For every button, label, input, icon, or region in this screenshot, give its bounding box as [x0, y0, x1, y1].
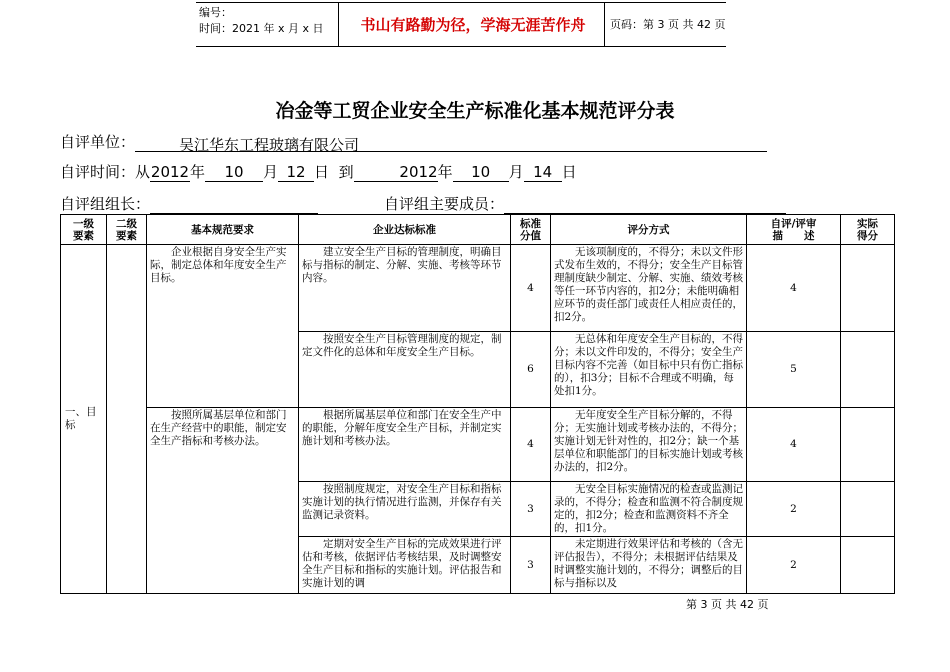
- table-row: [61, 408, 895, 482]
- standard-cell: 建立安全生产目标的管理制度，明确目标与指标的制定、分解、实施、考核等环节内容。: [299, 245, 511, 332]
- actual-score-cell[interactable]: [841, 245, 895, 332]
- self-eval-cell: 5: [747, 332, 841, 408]
- header-page: 页码：第 3 页 共 42 页: [610, 18, 726, 31]
- col-header-method: 评分方式: [551, 215, 747, 245]
- start-day: 12: [278, 163, 314, 182]
- month-char: 月: [508, 163, 524, 181]
- requirement-cell: 企业根据自身安全生产实际，制定总体和年度安全生产目标。: [147, 245, 299, 408]
- header-motto: 书山有路勤为径，学海无涯苦作舟: [360, 15, 586, 34]
- method-cell: 无总体和年度安全生产目标的，不得分；未以文件印发的，不得分；安全生产目标内容不完善（如目标中只有伤亡指标的），扣3分；目标不合理或不明确，每处扣1分。: [551, 332, 747, 408]
- leader-line: [60, 193, 318, 214]
- method-cell: 无该项制度的，不得分；未以文件形式发布生效的，不得分；安全生产目标管理制度缺少制定、分解、实施、绩效考核等任一环节内容的，扣2分；未能明确相应环节的责任部门或责任人相应责任的，扣2分。: [551, 245, 747, 332]
- col-header-self-eval: 自评/评审 描 述: [747, 215, 841, 245]
- method-cell: 无年度安全生产目标分解的，不得分；无实施计划或考核办法的，不得分；实施计划无针对性的，扣2分；缺一个基层单位和职能部门的目标实施计划或考核办法的，扣2分。: [551, 408, 747, 482]
- self-eval-cell: 2: [747, 537, 841, 594]
- actual-score-cell[interactable]: [841, 537, 895, 594]
- table-header-row: [61, 215, 895, 245]
- members-value[interactable]: [504, 195, 786, 214]
- page-footer: 第 3 页 共 42 页: [686, 598, 769, 611]
- header-number: 编号：: [199, 6, 232, 19]
- self-eval-cell: 4: [747, 408, 841, 482]
- actual-score-cell[interactable]: [841, 332, 895, 408]
- members-label: 自评组主要成员：: [384, 195, 505, 213]
- col-header-actual: 实际 得分: [841, 215, 895, 245]
- unit-line: [60, 131, 767, 152]
- col-header-level2: 二级 要素: [107, 215, 147, 245]
- score-cell: 4: [511, 408, 551, 482]
- month-char: 月: [263, 163, 279, 181]
- score-table: [60, 214, 895, 594]
- leader-value[interactable]: [150, 195, 318, 214]
- requirement-cell: 按照所属基层单位和部门在生产经营中的职能，制定安全生产指标和考核办法。: [147, 408, 299, 594]
- end-year: 2012: [354, 163, 438, 182]
- standard-cell: 定期对安全生产目标的完成效果进行评估和考核，依据评估考核结果，及时调整安全生产目标和指标的实施计划。评估报告和实施计划的调: [299, 537, 511, 594]
- table-row: [61, 245, 895, 332]
- start-month: 10: [205, 163, 263, 182]
- actual-score-cell[interactable]: [841, 408, 895, 482]
- header-bottom-rule: [196, 46, 726, 47]
- end-month: 10: [453, 163, 509, 182]
- year-char: 年: [190, 163, 206, 181]
- method-cell: 无安全目标实施情况的检查或监测记录的，不得分；检查和监测不符合制度规定的，扣2分；检查和监测资料不齐全的，扣1分。: [551, 482, 747, 537]
- time-label: 自评时间：从: [60, 163, 151, 181]
- score-cell: 6: [511, 332, 551, 408]
- level1-cell: 一、目标: [61, 245, 107, 594]
- leader-label: 自评组组长：: [60, 195, 151, 213]
- year-char: 年: [437, 163, 453, 181]
- self-eval-cell: 2: [747, 482, 841, 537]
- day-to: 日 到: [314, 163, 354, 181]
- col-header-score: 标准 分值: [511, 215, 551, 245]
- score-cell: 3: [511, 537, 551, 594]
- header-divider: [604, 2, 605, 46]
- day-char: 日: [561, 163, 577, 181]
- page-title: 冶金等工贸企业安全生产标准化基本规范评分表: [275, 100, 675, 122]
- start-year: 2012: [150, 163, 190, 181]
- time-line: [60, 161, 577, 182]
- col-header-requirement: 基本规范要求: [147, 215, 299, 245]
- score-cell: 3: [511, 482, 551, 537]
- header-left-cell: [199, 2, 339, 46]
- standard-cell: 按照安全生产目标管理制度的规定，制定文件化的总体和年度安全生产目标。: [299, 332, 511, 408]
- col-header-level1: 一级 要素: [61, 215, 107, 245]
- standard-cell: 按照制度规定，对安全生产目标和指标实施计划的执行情况进行监测，并保存有关监测记录资料。: [299, 482, 511, 537]
- unit-value: 吴江华东工程玻璃有限公司: [135, 134, 767, 152]
- header-time: 时间：2021 年 x 月 x 日: [199, 22, 324, 35]
- self-eval-cell: 4: [747, 245, 841, 332]
- actual-score-cell[interactable]: [841, 482, 895, 537]
- page-header: [196, 2, 726, 46]
- members-line: [384, 193, 786, 214]
- method-cell: 未定期进行效果评估和考核的（含无评估报告），不得分；未根据评估结果及时调整实施计划的，不得分；调整后的目标与指标以及: [551, 537, 747, 594]
- unit-label: 自评单位：: [60, 133, 136, 151]
- header-page-cell: [610, 2, 726, 46]
- col-header-standard: 企业达标标准: [299, 215, 511, 245]
- end-day: 14: [524, 163, 562, 182]
- score-cell: 4: [511, 245, 551, 332]
- standard-cell: 根据所属基层单位和部门在安全生产中的职能，分解年度安全生产目标，并制定实施计划和考核办法。: [299, 408, 511, 482]
- header-motto-cell: [338, 2, 608, 46]
- level2-cell: [107, 245, 147, 594]
